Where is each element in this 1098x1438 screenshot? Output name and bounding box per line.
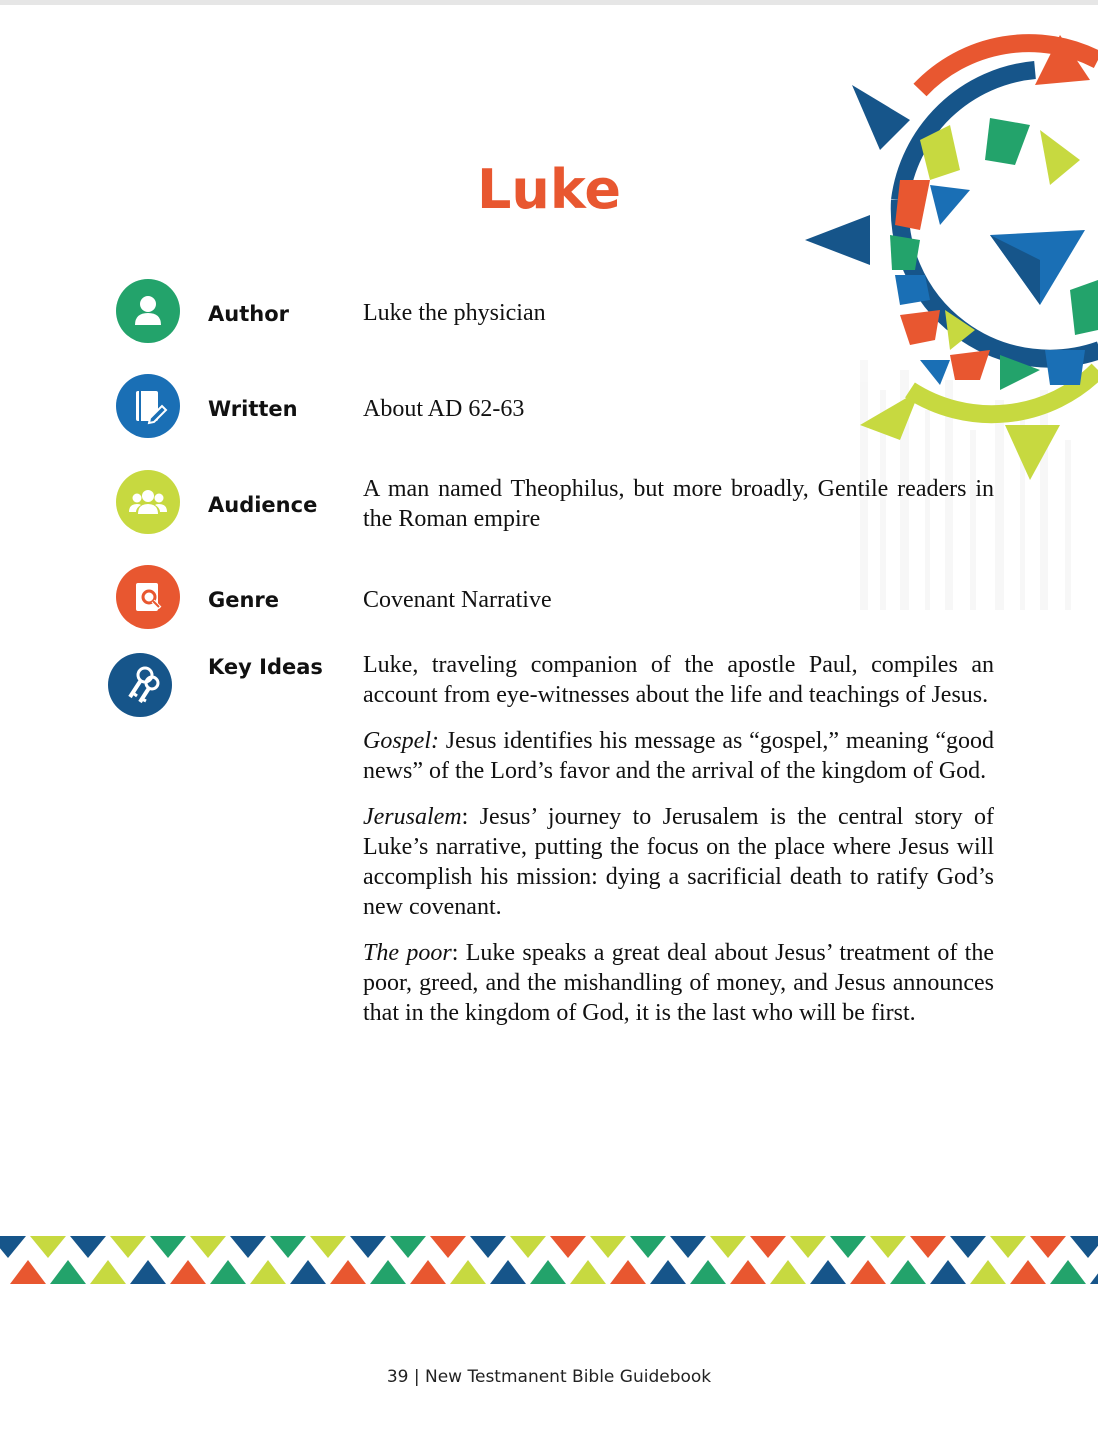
pattern-triangle-up bbox=[250, 1260, 286, 1284]
pattern-triangle-down bbox=[110, 1236, 146, 1258]
pattern-triangle-down bbox=[390, 1236, 426, 1258]
top-border bbox=[0, 0, 1098, 5]
pattern-triangle-down bbox=[830, 1236, 866, 1258]
pattern-triangle-up bbox=[850, 1260, 886, 1284]
book-pencil-icon bbox=[116, 374, 180, 438]
pattern-triangle-up bbox=[90, 1260, 126, 1284]
pattern-triangle-down bbox=[150, 1236, 186, 1258]
key-ideas-icon-badge bbox=[108, 653, 172, 717]
page-footer: 39 | New Testmanent Bible Guidebook bbox=[386, 1367, 712, 1387]
pattern-triangle-down bbox=[550, 1236, 586, 1258]
pattern-triangle-up bbox=[210, 1260, 246, 1284]
pattern-triangle-down bbox=[270, 1236, 306, 1258]
pattern-triangle-down bbox=[470, 1236, 506, 1258]
author-label: Author bbox=[208, 302, 289, 326]
pattern-triangle-up bbox=[970, 1260, 1006, 1284]
keys-icon bbox=[108, 653, 172, 717]
pattern-triangle-down bbox=[510, 1236, 546, 1258]
page-title: Luke bbox=[477, 158, 621, 221]
pattern-triangle-down bbox=[950, 1236, 986, 1258]
pattern-triangle-up bbox=[450, 1260, 486, 1284]
genre-value: Covenant Narrative bbox=[363, 587, 552, 613]
author-icon-badge bbox=[116, 279, 180, 343]
pattern-triangle-up bbox=[730, 1260, 766, 1284]
pattern-triangle-up bbox=[810, 1260, 846, 1284]
pattern-triangle-up bbox=[1090, 1260, 1098, 1284]
key-ideas-value bbox=[363, 650, 994, 1044]
pattern-triangle-down bbox=[870, 1236, 906, 1258]
pattern-triangle-down bbox=[230, 1236, 266, 1258]
author-value: Luke the physician bbox=[363, 300, 546, 326]
pattern-triangle-down bbox=[750, 1236, 786, 1258]
pattern-triangle-down bbox=[1070, 1236, 1098, 1258]
pattern-triangle-down bbox=[70, 1236, 106, 1258]
pattern-triangle-up bbox=[490, 1260, 526, 1284]
pattern-triangle-down bbox=[630, 1236, 666, 1258]
pattern-triangle-up bbox=[10, 1260, 46, 1284]
pattern-triangle-down bbox=[590, 1236, 626, 1258]
audience-icon-badge bbox=[116, 470, 180, 534]
pattern-triangle-up bbox=[290, 1260, 326, 1284]
pattern-triangle-up bbox=[610, 1260, 646, 1284]
pattern-triangle-up bbox=[930, 1260, 966, 1284]
pattern-triangle-up bbox=[410, 1260, 446, 1284]
pattern-triangle-up bbox=[50, 1260, 86, 1284]
pattern-triangle-up bbox=[1010, 1260, 1046, 1284]
pattern-triangle-down bbox=[430, 1236, 466, 1258]
pattern-triangle-up bbox=[770, 1260, 806, 1284]
pattern-triangle-down bbox=[910, 1236, 946, 1258]
pattern-triangle-up bbox=[1050, 1260, 1086, 1284]
audience-label: Audience bbox=[208, 493, 318, 517]
key-ideas-paragraph-1: Luke, traveling companion of the apostle Paul, compiles an account from eye-witnesses about the life and teachings of Jesus. bbox=[363, 652, 994, 708]
audience-value: A man named Theophilus, but more broadly, Gentile readers in the Roman empire bbox=[363, 476, 994, 532]
genre-label: Genre bbox=[208, 588, 280, 612]
pattern-triangle-down bbox=[710, 1236, 746, 1258]
pattern-triangle-up bbox=[690, 1260, 726, 1284]
group-icon bbox=[116, 470, 180, 534]
book-search-icon bbox=[116, 565, 180, 629]
pattern-triangle-down bbox=[670, 1236, 706, 1258]
key-ideas-paragraph-gospel: Gospel: Jesus identifies his message as “gospel,” meaning “good news” of the Lord’s favor and the arrival of the kingdom of God. bbox=[363, 728, 994, 784]
pattern-triangle-down bbox=[0, 1236, 26, 1258]
pattern-triangle-up bbox=[170, 1260, 206, 1284]
key-ideas-label: Key Ideas bbox=[208, 655, 323, 679]
pattern-triangle-down bbox=[30, 1236, 66, 1258]
pattern-triangle-down bbox=[790, 1236, 826, 1258]
written-label: Written bbox=[208, 397, 298, 421]
pattern-triangle-up bbox=[650, 1260, 686, 1284]
written-value: About AD 62-63 bbox=[363, 396, 525, 422]
pattern-triangle-down bbox=[310, 1236, 346, 1258]
user-icon bbox=[116, 279, 180, 343]
pattern-triangle-down bbox=[190, 1236, 226, 1258]
pattern-triangle-down bbox=[1030, 1236, 1066, 1258]
key-ideas-paragraph-jerusalem: Jerusalem: Jesus’ journey to Jerusalem is the central story of Luke’s narrative, putting the focus on the place where Jesus will accomplish his mission: dying a sacrificial death to ratify God’s new covenant. bbox=[363, 804, 994, 920]
written-icon-badge bbox=[116, 374, 180, 438]
key-ideas-paragraph-poor: The poor: Luke speaks a great deal about Jesus’ treatment of the poor, greed, and the mishandling of money, and Jesus announces that in the kingdom of God, it is the last who will be first. bbox=[363, 940, 994, 1026]
pattern-triangle-up bbox=[130, 1260, 166, 1284]
pattern-triangle-up bbox=[890, 1260, 926, 1284]
genre-icon-badge bbox=[116, 565, 180, 629]
pattern-triangle-down bbox=[990, 1236, 1026, 1258]
pattern-triangle-up bbox=[570, 1260, 606, 1284]
pattern-triangle-up bbox=[530, 1260, 566, 1284]
triangle-border-pattern bbox=[0, 1236, 1098, 1284]
pattern-triangle-up bbox=[370, 1260, 406, 1284]
pattern-triangle-down bbox=[350, 1236, 386, 1258]
pattern-triangle-up bbox=[330, 1260, 366, 1284]
